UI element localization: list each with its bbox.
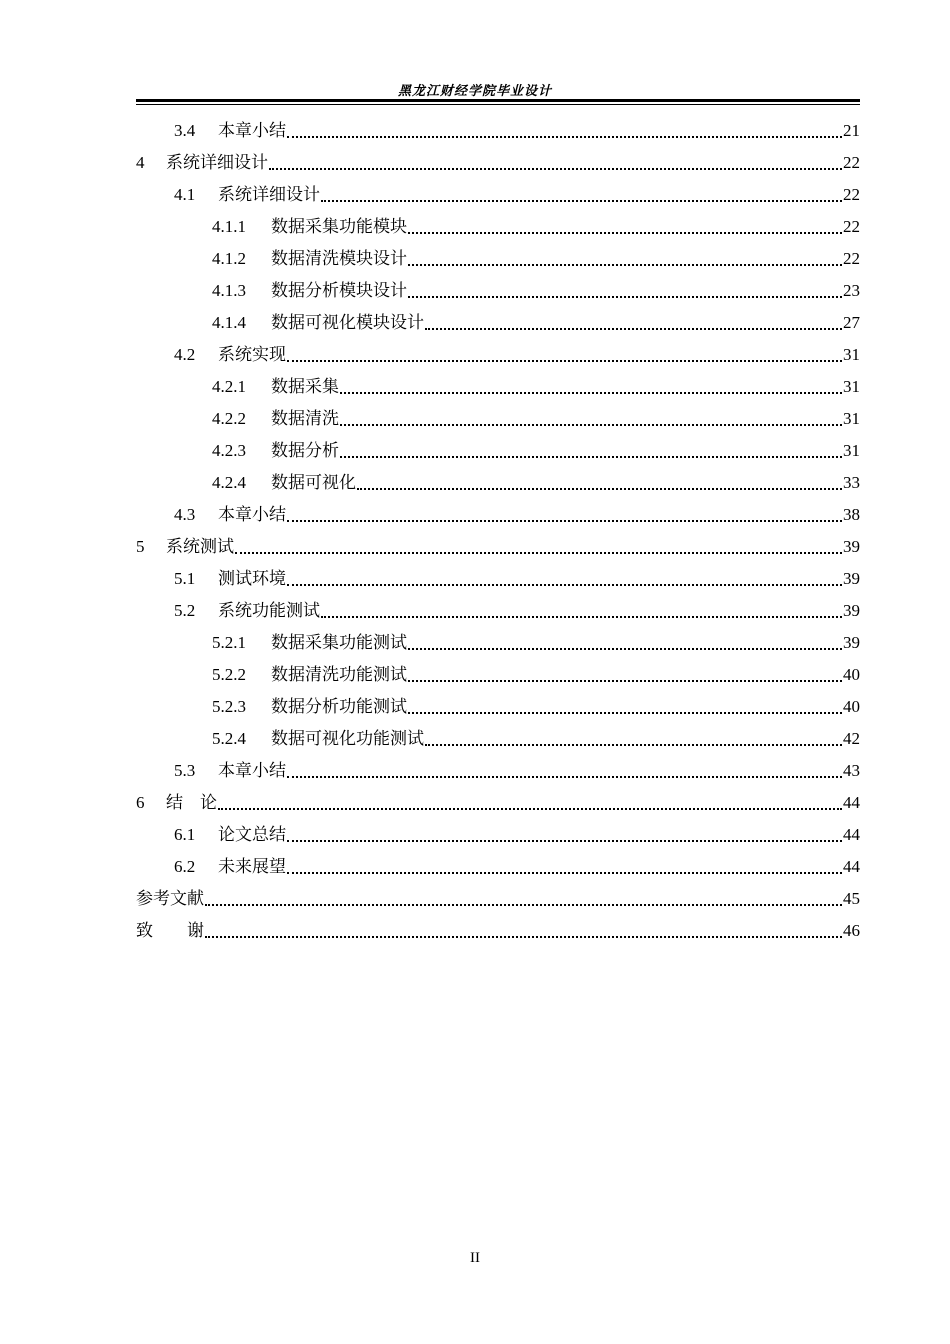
toc-entry[interactable]: [136, 627, 860, 659]
toc-entry-title: 本章小结: [218, 505, 286, 525]
toc-entry[interactable]: [136, 915, 860, 947]
toc-entry-title: 数据采集功能测试: [271, 633, 407, 653]
toc-entry-page: 46: [843, 921, 860, 940]
dot-leader: [321, 199, 842, 202]
toc-entry-number: 4.1.3: [212, 281, 246, 300]
toc-entry-number: 6.2: [174, 857, 196, 876]
toc-entry[interactable]: [136, 371, 860, 403]
toc-entry-title: 数据可视化模块设计: [271, 313, 424, 333]
toc-entry-title: 致 谢: [136, 921, 204, 941]
toc-entry[interactable]: [136, 883, 860, 915]
toc-entry-number: 6: [136, 793, 145, 812]
toc-entry[interactable]: [136, 691, 860, 723]
toc-entry-number: 5.1: [174, 569, 196, 588]
dot-leader: [235, 551, 842, 554]
toc-entry[interactable]: [136, 563, 860, 595]
dot-leader: [408, 647, 842, 650]
toc-entry[interactable]: [136, 147, 860, 179]
toc-entry[interactable]: [136, 339, 860, 371]
toc-entry-page: 31: [843, 441, 860, 460]
dot-leader: [425, 327, 842, 330]
toc-entry[interactable]: [136, 851, 860, 883]
toc-entry-page: 42: [843, 729, 860, 748]
toc-entry-page: 43: [843, 761, 860, 780]
toc-entry-title: 本章小结: [218, 761, 286, 781]
dot-leader: [205, 935, 842, 938]
toc-entry-number: 5.2.3: [212, 697, 246, 716]
toc-entry-page: 21: [843, 121, 860, 140]
toc-entry-page: 22: [843, 185, 860, 204]
toc-entry[interactable]: [136, 659, 860, 691]
toc-entry-number: 4.1: [174, 185, 196, 204]
toc-entry-page: 44: [843, 825, 860, 844]
dot-leader: [357, 487, 842, 490]
toc-entry-number: 4.2: [174, 345, 196, 364]
toc-entry-title: 未来展望: [218, 857, 286, 877]
toc-entry-number: 4: [136, 153, 145, 172]
toc-entry-number: 5.3: [174, 761, 196, 780]
toc-entry[interactable]: [136, 755, 860, 787]
toc-entry-page: 31: [843, 345, 860, 364]
toc-entry-number: 4.2.4: [212, 473, 246, 492]
toc-entry[interactable]: [136, 531, 860, 563]
toc-entry-number: 4.1.2: [212, 249, 246, 268]
dot-leader: [408, 295, 842, 298]
toc-entry-number: 5: [136, 537, 145, 556]
page-number: II: [470, 1250, 480, 1266]
toc-entry-title: 论文总结: [218, 825, 286, 845]
toc-entry-number: 5.2.4: [212, 729, 246, 748]
toc-entry-number: 4.1.1: [212, 217, 246, 236]
toc-entry[interactable]: [136, 787, 860, 819]
toc-entry-title: 本章小结: [218, 121, 286, 141]
toc-entry-page: 39: [843, 601, 860, 620]
toc-entry-page: 38: [843, 505, 860, 524]
toc-entry-number: 5.2: [174, 601, 196, 620]
dot-leader: [287, 583, 842, 586]
toc-entry-title: 数据分析功能测试: [271, 697, 407, 717]
toc-entry-number: 4.2.2: [212, 409, 246, 428]
toc-entry-title: 数据清洗模块设计: [271, 249, 407, 269]
dot-leader: [340, 455, 842, 458]
dot-leader: [269, 167, 842, 170]
toc-entry-number: 4.3: [174, 505, 196, 524]
toc-entry-number: 4.1.4: [212, 313, 246, 332]
toc-entry[interactable]: [136, 211, 860, 243]
dot-leader: [321, 615, 842, 618]
toc-entry-page: 33: [843, 473, 860, 492]
toc-entry[interactable]: [136, 403, 860, 435]
toc-entry-page: 23: [843, 281, 860, 300]
toc-entry-number: 5.2.2: [212, 665, 246, 684]
dot-leader: [425, 743, 842, 746]
toc-entry-title: 数据分析模块设计: [271, 281, 407, 301]
dot-leader: [287, 135, 842, 138]
table-of-contents: [136, 115, 860, 947]
toc-entry-page: 39: [843, 569, 860, 588]
dot-leader: [218, 807, 842, 810]
dot-leader: [340, 391, 842, 394]
dot-leader: [287, 839, 842, 842]
toc-entry-page: 39: [843, 633, 860, 652]
toc-entry[interactable]: [136, 723, 860, 755]
toc-entry-title: 系统详细设计: [218, 185, 320, 205]
toc-entry[interactable]: [136, 275, 860, 307]
running-header: 黑龙江财经学院毕业设计: [397, 84, 552, 99]
toc-entry-page: 31: [843, 377, 860, 396]
header-rule-thick: [136, 99, 860, 102]
toc-entry-title: 数据采集: [271, 377, 339, 397]
toc-entry-page: 40: [843, 665, 860, 684]
toc-entry-page: 45: [843, 889, 860, 908]
toc-entry-page: 39: [843, 537, 860, 556]
toc-entry-page: 44: [843, 793, 860, 812]
toc-entry-title: 系统详细设计: [166, 153, 268, 173]
dot-leader: [287, 519, 842, 522]
toc-entry-page: 31: [843, 409, 860, 428]
toc-entry-title: 数据采集功能模块: [271, 217, 407, 237]
toc-entry[interactable]: [136, 179, 860, 211]
toc-entry-title: 数据清洗功能测试: [271, 665, 407, 685]
toc-entry[interactable]: [136, 435, 860, 467]
dot-leader: [408, 679, 842, 682]
toc-entry[interactable]: [136, 499, 860, 531]
toc-entry[interactable]: [136, 467, 860, 499]
toc-entry-title: 测试环境: [218, 569, 286, 589]
toc-entry-title: 系统功能测试: [218, 601, 320, 621]
toc-entry-title: 系统实现: [218, 345, 286, 365]
toc-entry-title: 数据可视化: [271, 473, 356, 493]
toc-entry-number: 4.2.3: [212, 441, 246, 460]
toc-entry-title: 数据分析: [271, 441, 339, 461]
toc-entry-number: 4.2.1: [212, 377, 246, 396]
toc-entry-page: 44: [843, 857, 860, 876]
toc-entry[interactable]: [136, 243, 860, 275]
dot-leader: [408, 711, 842, 714]
toc-entry-title: 参考文献: [136, 889, 204, 909]
toc-entry[interactable]: [136, 307, 860, 339]
toc-entry-title: 系统测试: [166, 537, 234, 557]
toc-entry-title: 数据可视化功能测试: [271, 729, 424, 749]
toc-entry-page: 22: [843, 249, 860, 268]
toc-entry[interactable]: [136, 819, 860, 851]
dot-leader: [340, 423, 842, 426]
toc-entry-number: 3.4: [174, 121, 196, 140]
dot-leader: [287, 775, 842, 778]
dot-leader: [408, 263, 842, 266]
toc-entry-page: 40: [843, 697, 860, 716]
toc-entry-title: 结 论: [166, 793, 217, 813]
dot-leader: [205, 903, 842, 906]
dot-leader: [408, 231, 842, 234]
header-rule-thin: [136, 104, 860, 105]
dot-leader: [287, 359, 842, 362]
toc-entry[interactable]: [136, 115, 860, 147]
toc-entry-page: 22: [843, 153, 860, 172]
toc-entry-number: 5.2.1: [212, 633, 246, 652]
toc-entry[interactable]: [136, 595, 860, 627]
toc-entry-number: 6.1: [174, 825, 196, 844]
toc-entry-page: 27: [843, 313, 860, 332]
toc-entry-title: 数据清洗: [271, 409, 339, 429]
dot-leader: [287, 871, 842, 874]
toc-entry-page: 22: [843, 217, 860, 236]
